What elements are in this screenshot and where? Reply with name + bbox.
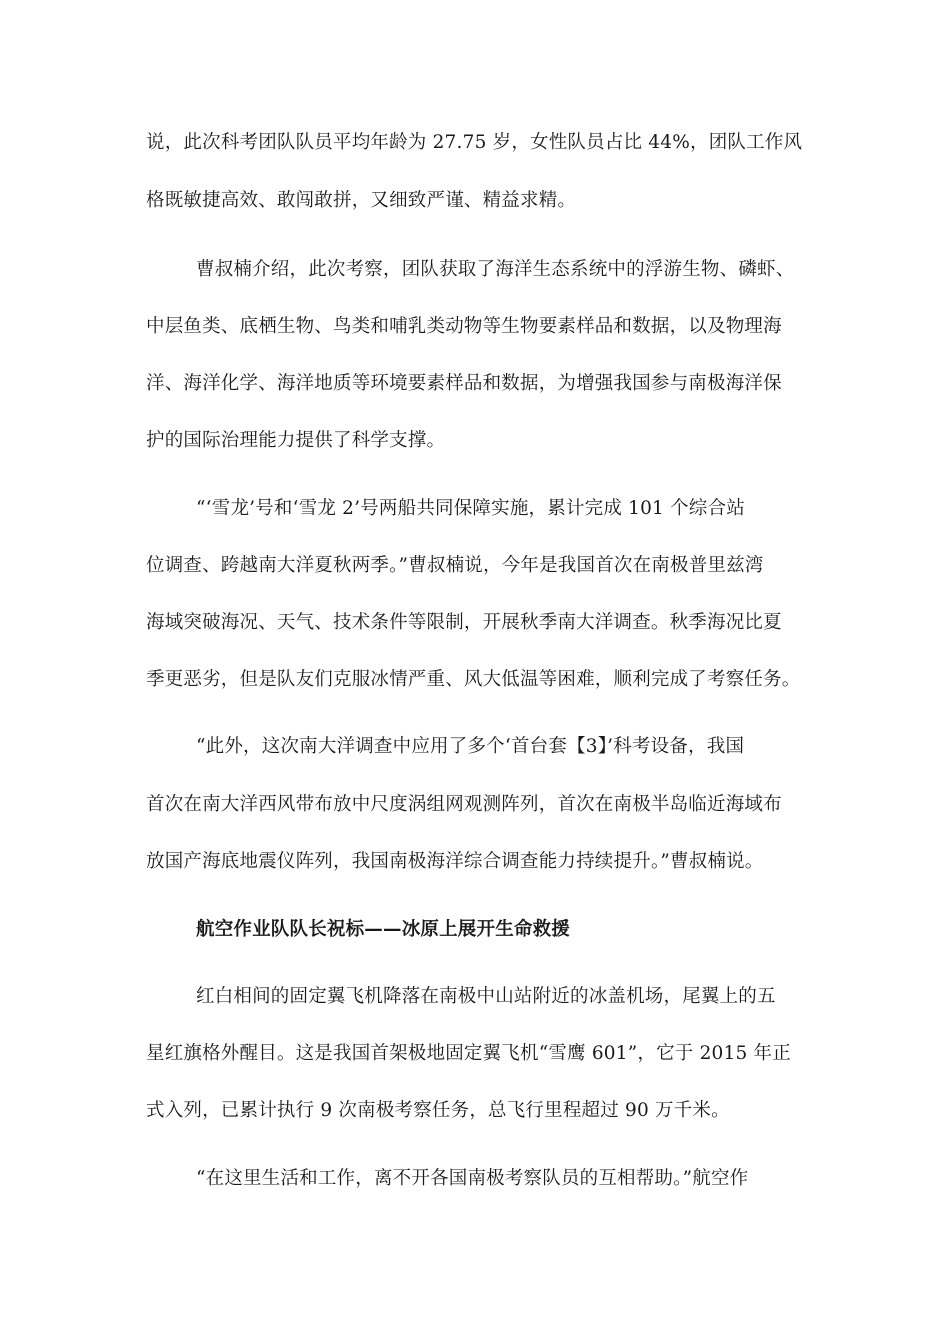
paragraph-3-line-4: 季更恶劣，但是队友们克服冰情严重、风大低温等困难，顺利完成了考察任务。 [146, 669, 801, 690]
paragraph-5-line-3: 式入列，已累计执行 9 次南极考察任务，总飞行里程超过 90 万千米。 [146, 1100, 730, 1121]
paragraph-3-line-1: “‘雪龙’号和‘雪龙 2’号两船共同保障实施，累计完成 101 个综合站 [196, 498, 745, 519]
paragraph-2-line-3: 洋、海洋化学、海洋地质等环境要素样品和数据，为增强我国参与南极海洋保 [146, 373, 782, 394]
paragraph-4-line-1: “此外，这次南大洋调查中应用了多个‘首台套【3】’科考设备，我国 [196, 736, 745, 757]
paragraph-2-line-1: 曹叔楠介绍，此次考察，团队获取了海洋生态系统中的浮游生物、磷虾、 [196, 259, 795, 280]
paragraph-5-line-1: 红白相间的固定翼飞机降落在南极中山站附近的冰盖机场，尾翼上的五 [196, 986, 776, 1007]
paragraph-1-line-2: 格既敏捷高效、敢闯敢拼，又细致严谨、精益求精。 [146, 190, 577, 211]
paragraph-4-line-2: 首次在南大洋西风带布放中尺度涡组网观测阵列，首次在南极半岛临近海域布 [146, 794, 782, 815]
paragraph-3-line-2: 位调查、跨越南大洋夏秋两季。”曹叔楠说，今年是我国首次在南极普里兹湾 [146, 555, 764, 576]
section-heading: 航空作业队队长祝标——冰原上展开生命救援 [196, 919, 571, 940]
paragraph-5-line-2: 星红旗格外醒目。这是我国首架极地固定翼飞机“雪鹰 601”，它于 2015 年正 [146, 1043, 791, 1064]
paragraph-4-line-3: 放国产海底地震仪阵列，我国南极海洋综合调查能力持续提升。”曹叔楠说。 [146, 851, 764, 872]
paragraph-1-line-1: 说，此次科考团队队员平均年龄为 27.75 岁，女性队员占比 44%，团队工作风 [146, 132, 803, 153]
paragraph-6-line-1: “在这里生活和工作，离不开各国南极考察队员的互相帮助。”航空作 [196, 1168, 749, 1189]
paragraph-3-line-3: 海域突破海况、天气、技术条件等限制，开展秋季南大洋调查。秋季海况比夏 [146, 612, 782, 633]
paragraph-2-line-4: 护的国际治理能力提供了科学支撑。 [146, 430, 446, 451]
paragraph-2-line-2: 中层鱼类、底栖生物、鸟类和哺乳类动物等生物要素样品和数据，以及物理海 [146, 316, 782, 337]
